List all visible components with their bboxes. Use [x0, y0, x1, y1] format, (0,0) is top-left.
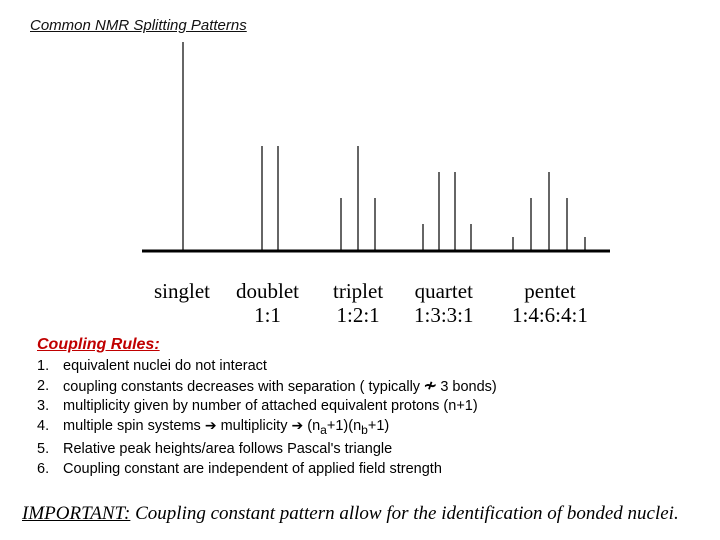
- rule-text: Coupling constant are independent of applied field strength: [63, 460, 442, 477]
- list-item: [37, 377, 497, 398]
- important-label: IMPORTANT:: [22, 503, 131, 524]
- list-item: [37, 357, 497, 377]
- important-text: Coupling constant pattern allow for the identification of bonded nuclei.: [135, 503, 679, 524]
- rule-text-mid: multiplicity: [220, 417, 288, 434]
- rule-text: Relative peak heights/area follows Pascal's triangle: [63, 441, 393, 458]
- rule-text: multiplicity given by number of attached equivalent protons (n+1): [63, 398, 478, 415]
- pattern-name: triplet: [333, 279, 384, 303]
- rule-number: 4.: [37, 417, 50, 434]
- rule-number: 5.: [37, 441, 50, 458]
- rule-number: 3.: [37, 398, 50, 415]
- pattern-label-quartet: [414, 279, 474, 327]
- pattern-label-doublet: [236, 279, 299, 327]
- list-item: [37, 397, 497, 417]
- pattern-ratio: 1:4:6:4:1: [512, 303, 588, 327]
- rule-text: coupling constants decreases with separation ( typically: [63, 378, 421, 395]
- pattern-ratio: 1:1: [254, 303, 281, 327]
- rule-number: 6.: [37, 460, 50, 477]
- pattern-name: doublet: [236, 279, 299, 303]
- pattern-label-triplet: [333, 279, 383, 327]
- arrow-right-icon: ➔: [291, 417, 304, 434]
- rule-text: multiple spin systems: [63, 417, 201, 434]
- coupling-rules-heading: Coupling Rules:: [37, 336, 160, 353]
- pattern-ratio: 1:2:1: [336, 303, 380, 327]
- pattern-ratio: 1:3:3:1: [414, 303, 474, 327]
- coupling-rules-list: [37, 357, 497, 479]
- arrow-right-icon: ➔: [204, 417, 217, 434]
- list-item: [37, 417, 497, 440]
- rule-number: 2.: [37, 377, 50, 394]
- formula: $(n_a+1)(n_b+1)$: [307, 417, 390, 437]
- splitting-pattern-spectrum: [0, 0, 720, 260]
- rule-text: equivalent nuclei do not interact: [63, 358, 267, 374]
- page-title: Common NMR Splitting Patterns: [30, 17, 247, 34]
- pattern-name: quartet: [414, 279, 473, 303]
- pattern-label-singlet: [154, 279, 210, 303]
- important-note: [22, 503, 679, 525]
- rule-number: 1.: [37, 358, 50, 374]
- list-item: [37, 440, 497, 460]
- list-item: [37, 460, 497, 480]
- pattern-name: singlet: [154, 279, 210, 303]
- not-approx-symbol: ≁: [423, 375, 438, 396]
- pattern-label-pentet: [512, 279, 588, 327]
- pattern-name: pentet: [524, 279, 576, 303]
- rule-text-tail: 3 bonds): [440, 378, 497, 395]
